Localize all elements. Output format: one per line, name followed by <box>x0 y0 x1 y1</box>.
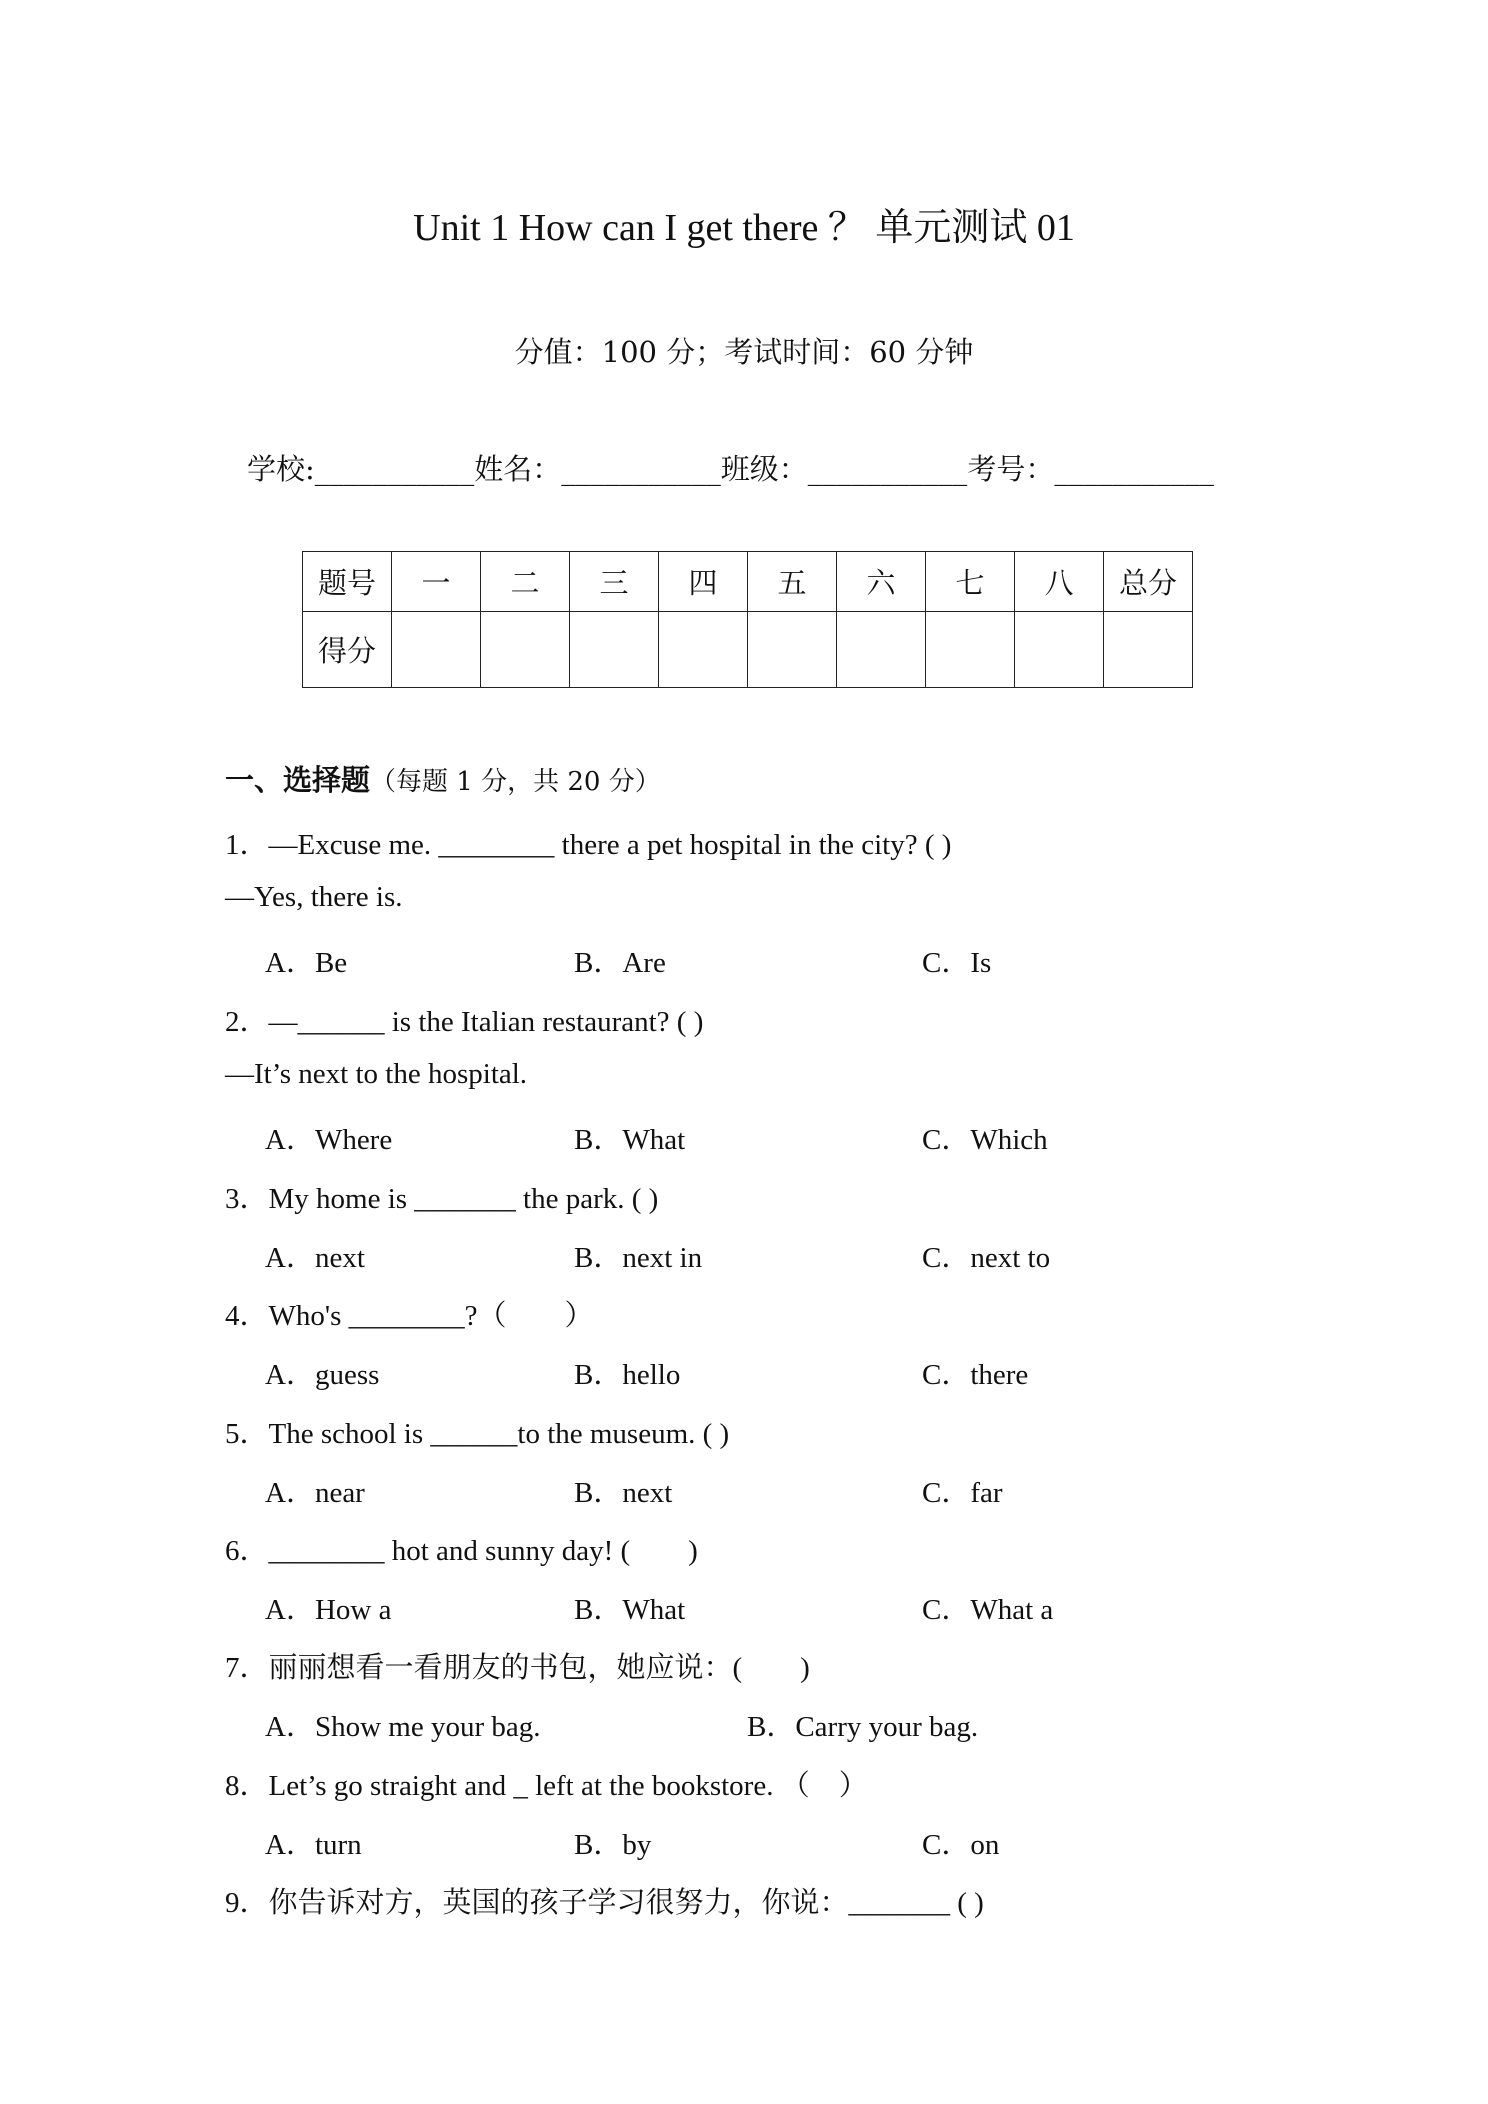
question-6-option-c[interactable]: C．What a <box>922 1594 1054 1626</box>
question-8-option-b[interactable]: B．by <box>574 1829 652 1861</box>
page-title: Unit 1 How can I get there ？ 单元测试 01 <box>413 207 1075 249</box>
question-5-option-a[interactable]: A．near <box>265 1477 365 1509</box>
question-8-option-a[interactable]: A．turn <box>265 1829 362 1861</box>
score-cell[interactable] <box>659 612 748 688</box>
class-field[interactable]: 班级：___________ <box>720 452 968 486</box>
score-cell[interactable] <box>1015 612 1104 688</box>
question-1-stem: 1．—Excuse me. ________ there a pet hospital in the city? ( ) <box>225 829 952 861</box>
score-time-info: 分值：100 分；考试时间：60 分钟 <box>514 335 974 369</box>
score-table-header: 七 <box>926 552 1015 612</box>
score-cell[interactable] <box>1104 612 1193 688</box>
question-7-stem: 7．丽丽想看一看朋友的书包，她应说：( ) <box>225 1652 810 1684</box>
section-note: （每题 1 分，共 20 分） <box>370 767 661 797</box>
question-1-option-a[interactable]: A．Be <box>265 947 348 979</box>
score-table-header-row <box>303 552 1193 612</box>
question-2-stem: 2．—______ is the Italian restaurant? ( ) <box>225 1006 704 1038</box>
score-table <box>302 551 1193 688</box>
score-table-header: 三 <box>570 552 659 612</box>
exam-number-field[interactable]: 考号：___________ <box>967 452 1214 486</box>
question-2-reply: —It’s next to the hospital. <box>225 1058 528 1090</box>
question-6-stem: 6．________ hot and sunny day! ( ) <box>225 1535 698 1567</box>
question-1-option-c[interactable]: C．Is <box>922 947 992 979</box>
score-table-header: 六 <box>837 552 926 612</box>
question-5-option-b[interactable]: B．next <box>574 1477 673 1509</box>
question-6-option-b[interactable]: B．What <box>574 1594 686 1626</box>
question-5-stem: 5．The school is ______to the museum. ( ) <box>225 1418 730 1450</box>
question-6-option-a[interactable]: A．How a <box>265 1594 392 1626</box>
school-field[interactable]: 学校:___________ <box>247 452 475 486</box>
question-3-stem: 3．My home is _______ the park. ( ) <box>225 1183 659 1215</box>
question-7-option-b[interactable]: B．Carry your bag. <box>747 1711 979 1743</box>
score-table-header: 一 <box>392 552 481 612</box>
question-4-option-a[interactable]: A．guess <box>265 1359 380 1391</box>
score-table-header: 题号 <box>303 552 392 612</box>
question-9-stem: 9．你告诉对方，英国的孩子学习很努力，你说：_______ ( ) <box>225 1887 984 1919</box>
question-1-reply: —Yes, there is. <box>225 881 403 913</box>
score-cell[interactable] <box>481 612 570 688</box>
score-table-header: 二 <box>481 552 570 612</box>
question-8-option-c[interactable]: C．on <box>922 1829 1000 1861</box>
question-5-option-c[interactable]: C．far <box>922 1477 1003 1509</box>
score-row-label: 得分 <box>303 612 392 688</box>
score-cell[interactable] <box>926 612 1015 688</box>
score-table-header: 总分 <box>1104 552 1193 612</box>
question-4-stem: 4．Who's ________?（ ） <box>225 1300 594 1332</box>
section-heading <box>225 758 661 799</box>
score-table-score-row <box>303 612 1193 688</box>
question-1-option-b[interactable]: B．Are <box>574 947 666 979</box>
question-3-option-a[interactable]: A．next <box>265 1242 365 1274</box>
score-cell[interactable] <box>392 612 481 688</box>
question-3-option-b[interactable]: B．next in <box>574 1242 703 1274</box>
question-3-option-c[interactable]: C．next to <box>922 1242 1051 1274</box>
question-7-option-a[interactable]: A．Show me your bag. <box>265 1711 541 1743</box>
score-cell[interactable] <box>748 612 837 688</box>
student-info-line <box>247 447 1214 488</box>
score-table-header: 八 <box>1015 552 1104 612</box>
score-table-header: 四 <box>659 552 748 612</box>
question-8-stem: 8．Let’s go straight and _ left at the bookstore. （ ） <box>225 1770 868 1802</box>
name-field[interactable]: 姓名：___________ <box>474 452 721 486</box>
question-2-option-b[interactable]: B．What <box>574 1124 686 1156</box>
question-2-option-c[interactable]: C．Which <box>922 1124 1048 1156</box>
score-cell[interactable] <box>570 612 659 688</box>
question-2-option-a[interactable]: A．Where <box>265 1124 393 1156</box>
section-title: 一、选择题 <box>225 763 371 797</box>
score-cell[interactable] <box>837 612 926 688</box>
question-4-option-b[interactable]: B．hello <box>574 1359 681 1391</box>
question-4-option-c[interactable]: C．there <box>922 1359 1029 1391</box>
score-table-header: 五 <box>748 552 837 612</box>
